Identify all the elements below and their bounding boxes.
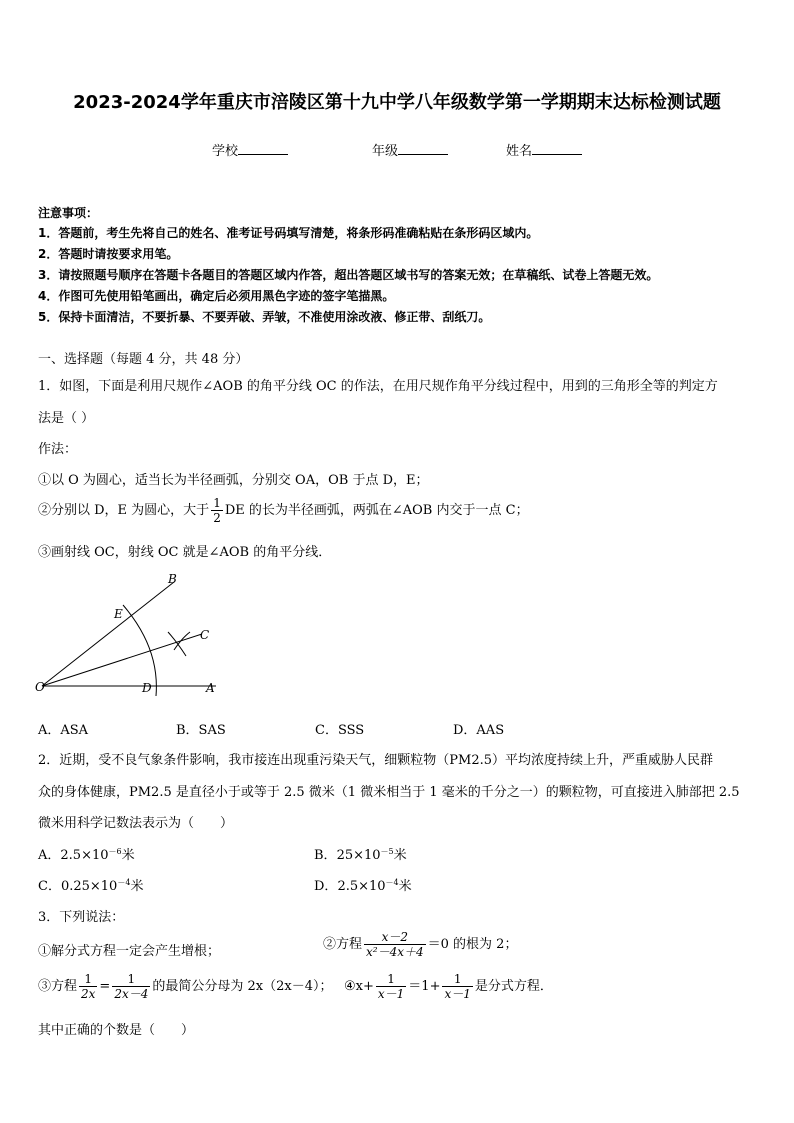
- angle-bisector-figure: [30, 568, 230, 700]
- page-title: 2023-2024学年重庆市涪陵区第十九中学八年级数学第一学期期末达标检测试题: [73, 92, 721, 113]
- fraction: $\frac{x-2}{\text{x²－4x＋4}}$: [366, 930, 424, 959]
- q2-option-c: C．$0.25\times 10^{-4}$米: [38, 878, 144, 894]
- q1-option-b: B．SAS: [176, 723, 226, 738]
- q3-statement-4: ④x+ $\frac{1}{x-1}$ ＝1+ $\frac{1}{x-1}$ 是分式方程．: [344, 972, 553, 1001]
- grade-field: [372, 140, 448, 159]
- q3-statement-1: ①解分式方程一定会产生增根；: [38, 944, 221, 959]
- school-field: [212, 140, 288, 159]
- label-e: E: [114, 607, 123, 621]
- name-blank: [532, 142, 582, 155]
- q3-stem: 3．下列说法：: [38, 910, 125, 925]
- half-fraction: [211, 496, 223, 525]
- fraction: $\frac{1}{2x-4}$: [114, 972, 149, 1001]
- q2-option-a: A．$2.5\times 10^{-6}$米: [38, 847, 135, 863]
- q1-option-a: A．ASA: [38, 723, 89, 738]
- notice-item: 1．答题前，考生先将自己的姓名、准考证号码填写清楚，将条形码准确粘贴在条形码区域内。: [38, 226, 539, 240]
- fraction: $\frac{1}{x-1}$: [377, 972, 405, 1001]
- fraction-denominator: 2: [213, 511, 221, 525]
- school-blank: [238, 142, 288, 155]
- section-heading: 一、选择题（每题 4 分，共 48 分）: [38, 352, 249, 367]
- q1-option-c: C．SSS: [315, 723, 365, 738]
- notice-item: 5．保持卡面清洁，不要折暴、不要弄破、弄皱，不准使用涂改液、修正带、刮纸刀。: [38, 310, 491, 324]
- q3-statement-2: ②方程 $\frac{x-2}{\text{x²－4x＋4}}$ ＝0 的根为 2；: [323, 930, 518, 959]
- notice-item: 4．作图可先使用铅笔画出，确定后必须用黑色字迹的签字笔描黑。: [38, 289, 395, 303]
- q3-question: 其中正确的个数是（ ）: [38, 1023, 195, 1038]
- q1-step2: [38, 496, 529, 525]
- name-label: 姓名: [506, 144, 533, 159]
- grade-blank: [398, 142, 448, 155]
- label-o: O: [35, 680, 45, 694]
- q1-step2-text: DE 的长为半径画弧，两弧在∠AOB 内交于一点 C；: [224, 503, 529, 518]
- q3-statement-3: ③方程 $\frac{1}{2x}$ = $\frac{1}{2x-4}$ 的最简公分母为 2x（2x－4）；: [38, 972, 333, 1001]
- label-b: B: [168, 572, 177, 586]
- school-label: 学校: [212, 144, 239, 159]
- q2-option-d: D．$2.5\times 10^{-4}$米: [314, 878, 412, 894]
- q2-stem-cont: 微米用科学记数法表示为（ ）: [38, 816, 234, 831]
- q1-step2-text: ②分别以 D，E 为圆心，大于: [38, 503, 210, 518]
- name-field: [506, 140, 582, 159]
- ray-ob: [42, 582, 174, 686]
- fraction: $\frac{1}{x-1}$: [444, 972, 471, 1001]
- q2-stem-cont: 众的身体健康，PM2.5 是直径小于或等于 2.5 微米（1 微米相当于 1 毫米的千分之一）的颗粒物，可直接进入肺部把 2.5: [38, 785, 740, 800]
- label-c: C: [200, 628, 210, 642]
- q2-option-b: B．$25\times 10^{-5}$米: [314, 847, 407, 863]
- q1-method: 作法：: [38, 442, 78, 457]
- q1-step1: ①以 O 为圆心，适当长为半径画弧，分别交 OA，OB 于点 D，E；: [38, 473, 429, 488]
- fraction: $\frac{1}{2x}$: [81, 972, 96, 1001]
- fraction-numerator: 1: [213, 496, 221, 510]
- notice-item: 3．请按照题号顺序在答题卡各题目的答题区域内作答，超出答题区域书写的答案无效；在草稿纸、试卷上答题无效。: [38, 268, 659, 282]
- q1-step3: ③画射线 OC，射线 OC 就是∠AOB 的角平分线．: [38, 545, 332, 560]
- q1-stem-cont: 法是（ ）: [38, 411, 95, 426]
- label-a: A: [206, 681, 215, 695]
- q2-stem: 2．近期，受不良气象条件影响，我市接连出现重污染天气，细颗粒物（PM2.5）平均浓度持续上升，严重威胁人民群: [38, 753, 714, 768]
- ray-oc: [42, 634, 202, 686]
- grade-label: 年级: [372, 144, 399, 159]
- q1-stem: 1．如图，下面是利用尺规作∠AOB 的角平分线 OC 的作法，在用尺规作角平分线过程中，用到的三角形全等的判定方: [38, 379, 718, 394]
- label-d: D: [142, 681, 152, 695]
- notice-item: 2．答题时请按要求用笔。: [38, 247, 179, 261]
- q1-option-d: D．AAS: [453, 723, 505, 738]
- notice-heading: 注意事项：: [38, 206, 99, 220]
